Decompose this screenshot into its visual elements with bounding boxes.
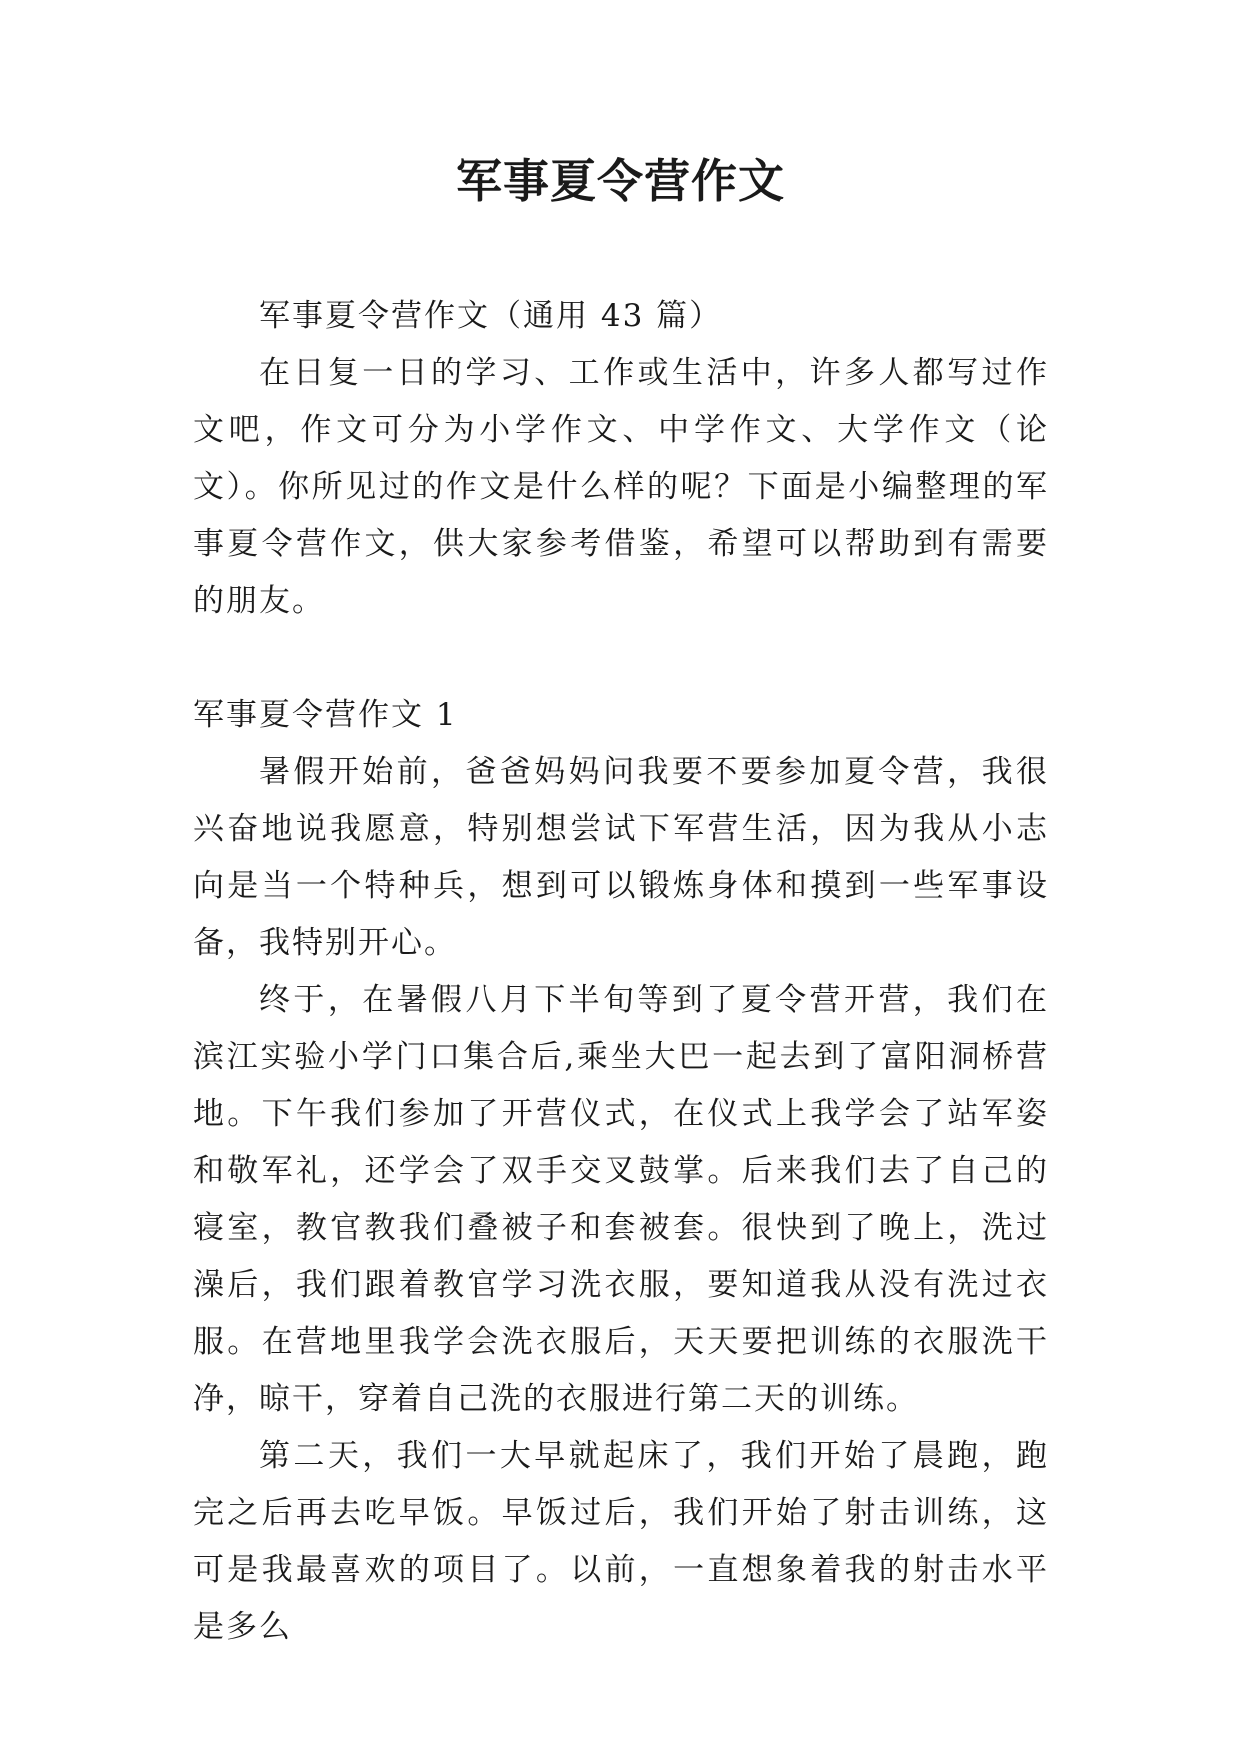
body-paragraph: 终于，在暑假八月下半旬等到了夏令营开营，我们在滨江实验小学门口集合后,乘坐大巴一起去到了富阳洞桥营地。下午我们参加了开营仪式，在仪式上我学会了站军姿和敬军礼，还学会了双手交叉鼓掌。后来我们去了自己的寝室，教官教我们叠被子和套被套。很快到了晚上，洗过澡后，我们跟着教官学习洗衣服，要知道我从没有洗过衣服。在营地里我学会洗衣服后，天天要把训练的衣服洗干净，晾干，穿着自己洗的衣服进行第二天的训练。 bbox=[193, 982, 1049, 1417]
body-paragraph: 第二天，我们一大早就起床了，我们开始了晨跑，跑完之后再去吃早饭。早饭过后，我们开始了射击训练，这可是我最喜欢的项目了。以前，一直想象着我的射击水平是多么 bbox=[193, 1438, 1049, 1645]
intro-paragraph: 在日复一日的学习、工作或生活中，许多人都写过作文吧，作文可分为小学作文、中学作文、大学作文（论文）。你所见过的作文是什么样的呢？下面是小编整理的军事夏令营作文，供大家参考借鉴，希望可以帮助到有需要的朋友。 bbox=[193, 355, 1049, 619]
document-title: 军事夏令营作文 bbox=[456, 154, 785, 208]
document-body bbox=[193, 288, 1049, 1656]
document-subtitle: 军事夏令营作文（通用 43 篇） bbox=[259, 298, 723, 334]
body-paragraph: 暑假开始前，爸爸妈妈问我要不要参加夏令营，我很兴奋地说我愿意，特别想尝试下军营生活，因为我从小志向是当一个特种兵，想到可以锻炼身体和摸到一些军事设备，我特别开心。 bbox=[193, 754, 1049, 961]
section-heading: 军事夏令营作文 1 bbox=[193, 697, 458, 733]
